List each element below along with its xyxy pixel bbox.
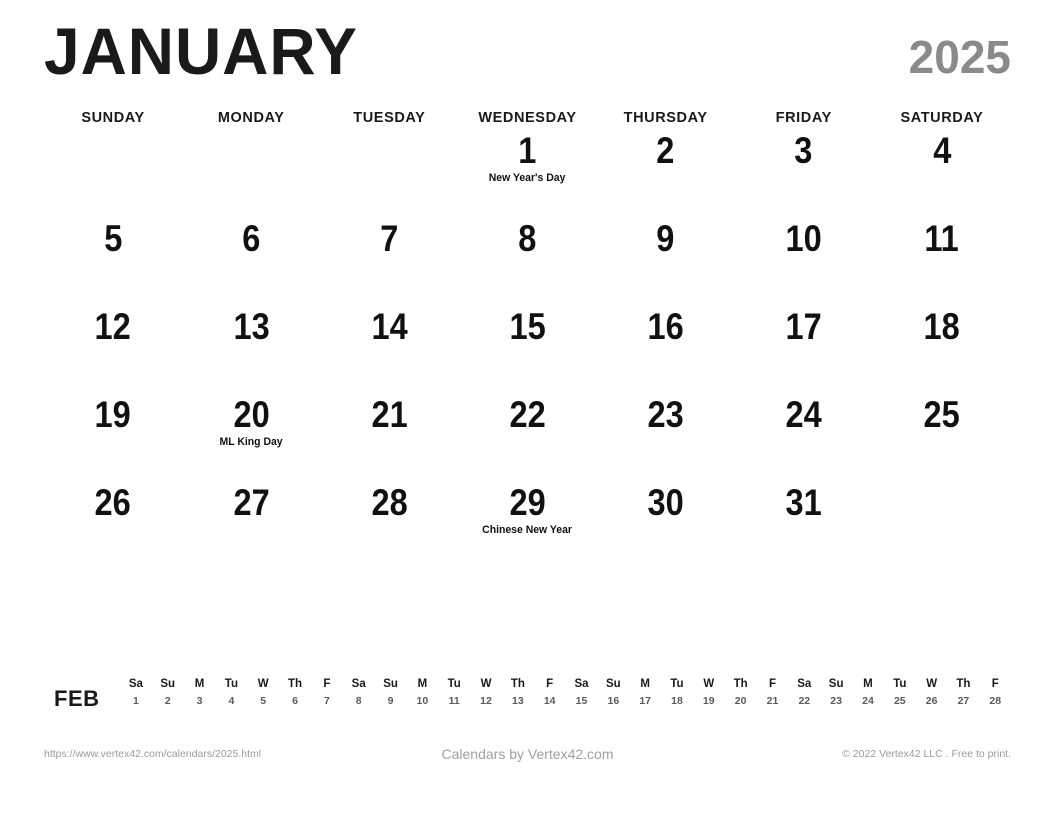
month-title: JANUARY	[44, 14, 358, 88]
mini-day-number: 8	[355, 695, 362, 708]
mini-day-dow: W	[703, 678, 715, 690]
mini-day-number: 19	[702, 695, 715, 708]
day-cell	[182, 392, 320, 480]
mini-day	[916, 676, 948, 710]
mini-day	[184, 676, 216, 710]
day-cell	[182, 304, 320, 392]
day-number: 30	[647, 482, 684, 523]
day-event: Chinese New Year	[482, 523, 573, 536]
mini-day	[566, 676, 598, 710]
mini-day	[597, 676, 629, 710]
mini-day	[693, 676, 725, 710]
day-number: 13	[233, 306, 270, 347]
day-number: 11	[924, 218, 960, 259]
mini-day-dow: F	[546, 678, 554, 690]
day-event: ML King Day	[219, 435, 283, 448]
mini-day-number: 20	[734, 695, 747, 708]
weekday-label-thursday: THURSDAY	[623, 110, 708, 126]
mini-day-dow: Th	[510, 678, 525, 690]
mini-day	[884, 676, 916, 710]
day-cell	[320, 304, 458, 392]
mini-day-number: 5	[260, 695, 267, 708]
day-number: 28	[371, 482, 408, 523]
mini-day-dow: W	[480, 678, 492, 690]
mini-day-number: 21	[766, 695, 779, 708]
day-number: 16	[647, 306, 684, 347]
mini-day-dow: Tu	[224, 678, 238, 690]
day-number: 3	[794, 130, 813, 171]
mini-day-number: 10	[416, 695, 429, 708]
day-number: 10	[785, 218, 822, 259]
mini-day-number: 15	[575, 695, 588, 708]
mini-day	[247, 676, 279, 710]
mini-day-dow: Sa	[351, 678, 366, 690]
mini-day-number: 7	[323, 695, 330, 708]
mini-day	[470, 676, 502, 710]
day-number: 18	[923, 306, 961, 347]
mini-day-number: 3	[196, 695, 203, 708]
footer-copyright: © 2022 Vertex42 LLC . Free to print.	[842, 748, 1011, 760]
footer-url[interactable]: https://www.vertex42.com/calendars/2025.html	[44, 748, 262, 760]
mini-day	[725, 676, 757, 710]
page-footer	[44, 746, 1011, 762]
calendar-grid	[44, 128, 1011, 568]
weekday-label-wednesday: WEDNESDAY	[478, 110, 577, 126]
mini-day-number: 13	[512, 695, 524, 708]
mini-day	[406, 676, 438, 710]
mini-day-dow: F	[991, 678, 999, 690]
mini-day	[788, 676, 820, 710]
mini-day	[375, 676, 407, 710]
mini-day-dow: Tu	[447, 678, 461, 690]
day-number: 20	[233, 394, 270, 435]
mini-day-dow: Su	[383, 678, 398, 690]
mini-day	[534, 676, 566, 710]
day-cell	[182, 128, 320, 216]
mini-day-dow: Sa	[128, 678, 143, 690]
day-cell	[735, 128, 873, 216]
mini-day	[120, 676, 152, 710]
day-number: 9	[656, 218, 675, 259]
day-cell	[735, 304, 873, 392]
day-cell	[320, 128, 458, 216]
mini-day-dow: Su	[160, 678, 176, 690]
mini-day-number: 18	[671, 695, 683, 708]
mini-day	[279, 676, 311, 710]
day-number: 26	[94, 482, 132, 523]
mini-day-dow: M	[417, 678, 428, 690]
mini-day	[215, 676, 247, 710]
mini-day-dow: Su	[605, 678, 621, 690]
day-cell	[597, 216, 735, 304]
day-cell	[320, 392, 458, 480]
day-cell	[597, 480, 735, 568]
mini-day-number: 27	[957, 695, 970, 708]
day-number: 21	[371, 394, 408, 435]
day-number: 1	[518, 130, 537, 171]
mini-day	[757, 676, 789, 710]
day-number: 14	[371, 306, 408, 347]
mini-day-dow: Tu	[670, 678, 684, 690]
day-number: 19	[94, 394, 132, 435]
day-number: 7	[380, 218, 399, 259]
weekday-label-monday: MONDAY	[217, 110, 285, 126]
day-cell	[320, 480, 458, 568]
mini-day-dow: Th	[288, 678, 303, 690]
year-title: 2025	[908, 31, 1011, 83]
day-number: 15	[509, 306, 546, 347]
day-cell	[44, 392, 182, 480]
footer-attribution: Calendars by Vertex42.com	[441, 746, 614, 762]
mini-day	[852, 676, 884, 710]
weekday-label-saturday: SATURDAY	[900, 110, 984, 126]
day-cell	[182, 216, 320, 304]
mini-day	[948, 676, 980, 710]
mini-day	[438, 676, 470, 710]
mini-month-label: FEB	[54, 686, 100, 711]
mini-day-dow: M	[863, 678, 873, 690]
day-cell	[458, 480, 596, 568]
day-number: 12	[94, 306, 132, 347]
day-cell	[735, 480, 873, 568]
mini-month-strip	[44, 676, 1011, 712]
day-cell	[458, 392, 596, 480]
day-number: 22	[509, 394, 546, 435]
mini-day-number: 6	[292, 695, 298, 708]
calendar-header	[44, 0, 1011, 88]
weekday-label-sunday: SUNDAY	[81, 110, 145, 126]
mini-day-number: 22	[798, 695, 811, 708]
mini-day-number: 25	[893, 695, 906, 708]
day-cell	[44, 480, 182, 568]
day-number: 31	[785, 482, 822, 523]
mini-day-number: 16	[607, 695, 620, 708]
mini-day-number: 4	[228, 695, 235, 708]
day-cell	[873, 128, 1011, 216]
mini-day	[661, 676, 693, 710]
day-number: 25	[923, 394, 961, 435]
day-event: New Year's Day	[489, 171, 566, 184]
mini-day-dow: W	[926, 678, 938, 690]
day-number: 4	[932, 130, 951, 171]
mini-day-number: 23	[830, 695, 842, 708]
mini-day	[502, 676, 534, 710]
mini-day-number: 28	[989, 695, 1002, 708]
mini-day	[343, 676, 375, 710]
mini-day-number: 9	[387, 695, 394, 708]
weekday-header-row	[44, 84, 1011, 128]
day-cell	[44, 304, 182, 392]
mini-day-dow: Th	[733, 678, 748, 690]
day-number: 8	[518, 218, 537, 259]
mini-day	[152, 676, 184, 710]
mini-day-dow: Su	[828, 678, 844, 690]
mini-day-number: 12	[480, 695, 492, 708]
day-cell	[873, 304, 1011, 392]
day-cell	[735, 216, 873, 304]
mini-day-dow: F	[323, 678, 331, 690]
day-number: 29	[509, 482, 546, 523]
day-cell	[182, 480, 320, 568]
mini-day-dow: F	[768, 678, 776, 690]
weekday-label-friday: FRIDAY	[775, 110, 832, 126]
day-cell	[458, 128, 596, 216]
day-cell	[458, 304, 596, 392]
weekday-label-tuesday: TUESDAY	[353, 110, 426, 126]
mini-month-days	[120, 676, 1011, 710]
day-number: 17	[785, 306, 822, 347]
day-cell	[735, 392, 873, 480]
mini-day	[979, 676, 1011, 710]
day-number: 23	[647, 394, 684, 435]
day-number: 24	[785, 394, 822, 435]
day-cell	[873, 480, 1011, 568]
day-number: 27	[233, 482, 270, 523]
mini-day-dow: M	[640, 678, 650, 690]
mini-day-number: 24	[862, 695, 874, 708]
mini-day-dow: Sa	[574, 678, 589, 690]
mini-day-dow: W	[257, 678, 269, 690]
day-cell	[44, 216, 182, 304]
mini-day-number: 2	[164, 695, 171, 708]
mini-day-number: 14	[543, 695, 556, 708]
day-cell	[597, 128, 735, 216]
mini-day-number: 1	[132, 695, 139, 708]
day-cell	[873, 216, 1011, 304]
day-cell	[458, 216, 596, 304]
mini-day	[820, 676, 852, 710]
day-number: 5	[104, 218, 123, 259]
day-number: 2	[656, 130, 675, 171]
day-cell	[597, 392, 735, 480]
mini-day-number: 26	[925, 695, 938, 708]
day-cell	[597, 304, 735, 392]
mini-day-number: 11	[448, 695, 460, 708]
mini-day-number: 17	[639, 695, 651, 708]
day-cell	[320, 216, 458, 304]
mini-day-dow: Sa	[797, 678, 812, 690]
mini-day-dow: M	[194, 678, 205, 690]
day-number: 6	[242, 218, 261, 259]
day-cell	[873, 392, 1011, 480]
mini-day-dow: Tu	[893, 678, 907, 690]
mini-day	[311, 676, 343, 710]
mini-day	[629, 676, 661, 710]
mini-day-dow: Th	[956, 678, 971, 690]
day-cell	[44, 128, 182, 216]
